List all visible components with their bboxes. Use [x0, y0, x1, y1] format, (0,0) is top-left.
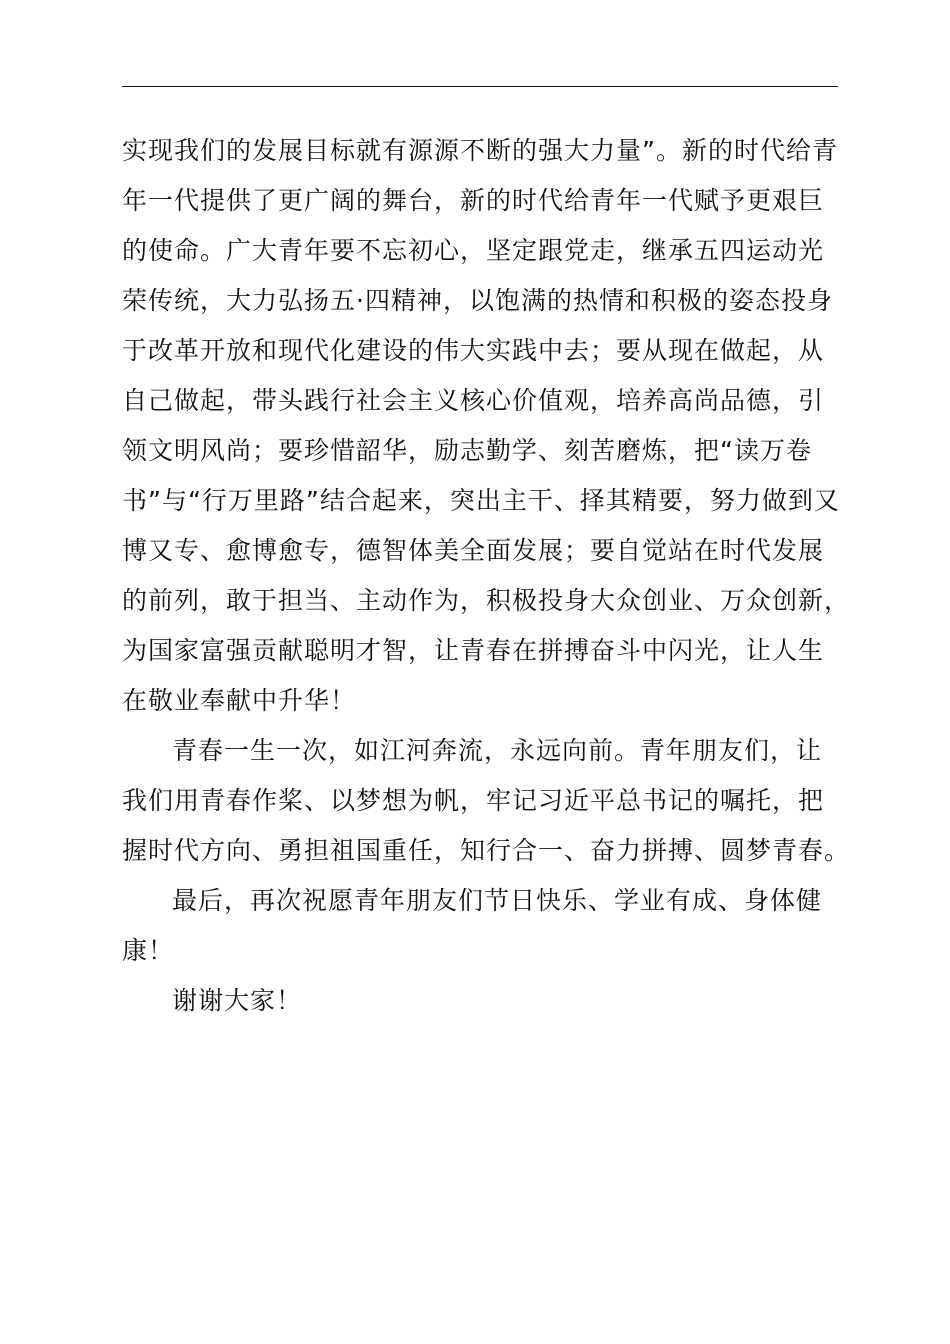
closing-line: 谢谢大家！: [172, 986, 303, 1015]
text-line: 的前列，敢于担当、主动作为，积极投身大众创业、万众创新，: [122, 586, 851, 615]
text-line: 年一代提供了更广阔的舞台，新的时代给青年一代赋予更艰巨: [122, 186, 825, 215]
text-line: 在敬业奉献中升华！: [122, 686, 357, 715]
text-line: 书”与“行万里路”结合起来，突出主干、择其精要，努力做到又: [122, 486, 840, 515]
paragraph-start-line: 青春一生一次，如江河奔流，永远向前。青年朋友们，让: [172, 736, 823, 765]
text-line: 的使命。广大青年要不忘初心，坚定跟党走，继承五四运动光: [122, 236, 825, 265]
header-divider: [122, 86, 838, 87]
text-line: 荣传统，大力弘扬五·四精神，以饱满的热情和积极的姿态投身: [122, 286, 833, 315]
text-line: 我们用青春作桨、以梦想为帆，牢记习近平总书记的嘱托，把: [122, 786, 825, 815]
text-line: 康！: [122, 936, 175, 965]
text-line: 实现我们的发展目标就有源源不断的强大力量”。新的时代给青: [122, 136, 838, 165]
speech-body: [122, 126, 862, 1026]
paragraph-start-line: 最后，再次祝愿青年朋友们节日快乐、学业有成、身体健: [172, 886, 823, 915]
text-line: 为国家富强贡献聪明才智，让青春在拼搏奋斗中闪光，让人生: [122, 636, 825, 665]
text-line: 自己做起，带头践行社会主义核心价值观，培养高尚品德，引: [122, 386, 825, 415]
text-line: 于改革开放和现代化建设的伟大实践中去；要从现在做起，从: [122, 336, 825, 365]
text-line: 握时代方向、勇担祖国重任，知行合一、奋力拼搏、圆梦青春。: [122, 836, 851, 865]
text-line: 领文明风尚；要珍惜韶华，励志勤学、刻苦磨炼，把“读万卷: [122, 436, 812, 465]
text-line: 博又专、愈博愈专，德智体美全面发展；要自觉站在时代发展: [122, 536, 825, 565]
